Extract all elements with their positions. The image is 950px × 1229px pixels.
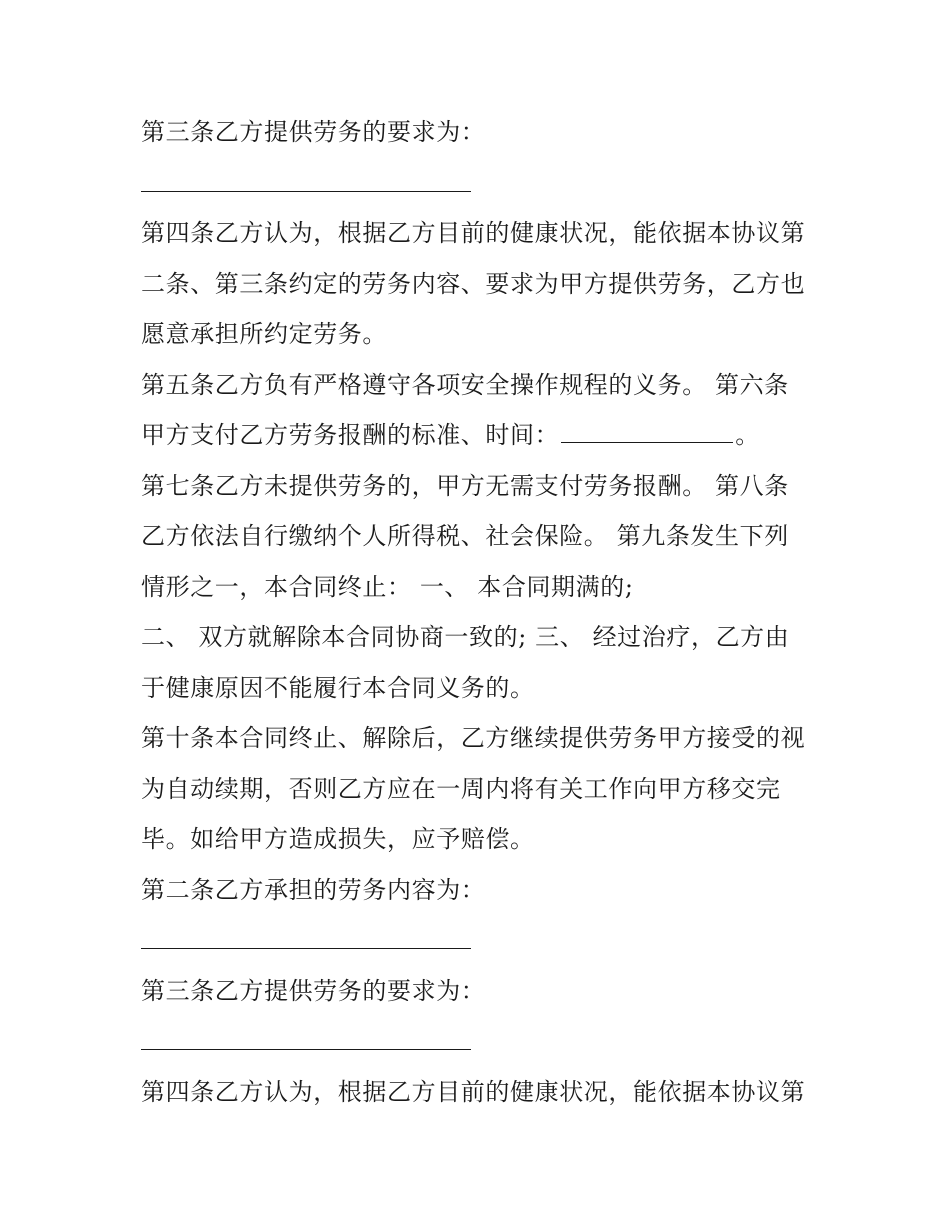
- fill-in-blank-line: [141, 158, 821, 209]
- clause-5-text: 第五条乙方负有严格遵守各项安全操作规程的义务。 第六条: [141, 370, 789, 399]
- clause-8-text: 乙方依法自行缴纳个人所得税、社会保险。 第九条发生下列: [141, 522, 789, 550]
- clause-4-text-end: 愿意承担所约定劳务。: [141, 320, 387, 348]
- clause-2-heading: 第二条乙方承担的劳务内容为：: [141, 875, 486, 904]
- clause-10-text-end: 毕。如给甲方造成损失，应予赔偿。: [141, 825, 535, 853]
- clause-6-suffix: 。: [735, 421, 760, 449]
- clause-9-items: 二、 双方就解除本合同协商一致的; 三、 经过治疗，乙方由: [141, 623, 790, 651]
- clause-4-text-continued: 二条、第三条约定的劳务内容、要求为甲方提供劳务，乙方也: [141, 269, 806, 298]
- clause-6-text: [141, 410, 821, 461]
- clause-9-text: 情形之一，本合同终止： 一、 本合同期满的;: [141, 572, 634, 601]
- clause-7-text: 第七条乙方未提供劳务的，甲方无需支付劳务报酬。 第八条: [141, 471, 789, 500]
- clause-9-items-end: 于健康原因不能履行本合同义务的。: [141, 673, 535, 702]
- clause-3-heading: 第三条乙方提供劳务的要求为：: [141, 118, 486, 146]
- clause-3-heading-repeat: 第三条乙方提供劳务的要求为：: [141, 976, 486, 1005]
- fill-in-blank-line: [141, 1016, 821, 1067]
- clause-4-text: 第四条乙方认为，根据乙方目前的健康状况，能依据本协议第: [141, 219, 806, 247]
- clause-10-text-continued: 为自动续期，否则乙方应在一周内将有关工作向甲方移交完: [141, 774, 781, 803]
- fill-in-blank-line: [141, 915, 821, 966]
- clause-10-text: 第十条本合同终止、解除后，乙方继续提供劳务甲方接受的视: [141, 724, 806, 752]
- contract-body: [141, 107, 821, 1117]
- clause-4-text-repeat: 第四条乙方认为，根据乙方目前的健康状况，能依据本协议第: [141, 1077, 806, 1106]
- clause-6-label: 甲方支付乙方劳务报酬的标准、时间：: [141, 421, 560, 449]
- payment-blank: [561, 420, 733, 443]
